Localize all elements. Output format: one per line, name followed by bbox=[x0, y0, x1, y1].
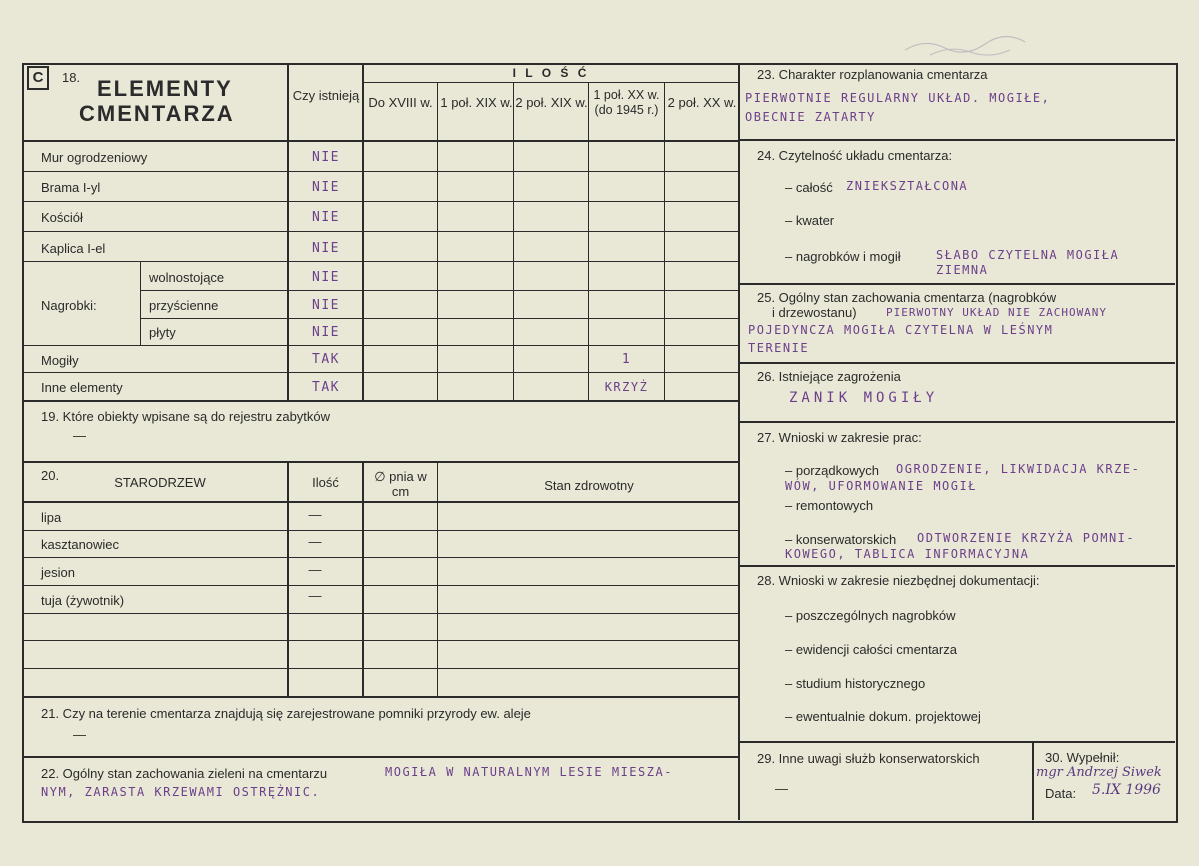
q23-label: 23. Charakter rozplanowania cmentarza bbox=[757, 67, 988, 82]
section-letter-box: C bbox=[27, 66, 49, 90]
czy-istnieja-label: Czy istnieją bbox=[292, 88, 360, 103]
row-line bbox=[23, 461, 739, 463]
row-line bbox=[739, 283, 1175, 285]
q29-value: — bbox=[775, 781, 788, 796]
q21-value: — bbox=[73, 727, 86, 742]
q21-label: 21. Czy na terenie cmentarza znajdują się zarejestrowane pomniki przyrody ew. aleje bbox=[41, 706, 531, 721]
q20-stan: Stan zdrowotny bbox=[544, 478, 634, 493]
q24-nagrobkow-value2: ZIEMNA bbox=[936, 263, 989, 277]
q22-value-line2: NYM, ZARASTA KRZEWAMI OSTRĘŻNIC. bbox=[41, 785, 321, 799]
row-line bbox=[23, 171, 739, 172]
row-line bbox=[140, 290, 739, 291]
element-value: NIE bbox=[312, 180, 340, 195]
q20-pnia: ∅ pnia w cm bbox=[374, 469, 427, 499]
row-line bbox=[23, 613, 739, 614]
q24-nagrobkow-value1: SŁABO CZYTELNA MOGIŁA bbox=[936, 248, 1120, 262]
col-line bbox=[664, 82, 665, 401]
q25-label2: i drzewostanu) bbox=[772, 305, 857, 320]
q23-value-line2: OBECNIE ZATARTY bbox=[745, 110, 876, 124]
section-number: 18. bbox=[62, 70, 81, 85]
q22-label: 22. Ogólny stan zachowania zieleni na cmentarzu bbox=[41, 766, 328, 781]
row-line bbox=[23, 345, 739, 346]
col-line bbox=[437, 82, 438, 401]
q28-item: – studium historycznego bbox=[785, 676, 926, 691]
row-line bbox=[362, 82, 739, 83]
col-xviii: Do XVIII w. bbox=[368, 95, 433, 110]
row-label: Brama I-yl bbox=[41, 180, 101, 195]
element-value: NIE bbox=[312, 241, 340, 256]
row-label: Kaplica I-el bbox=[41, 241, 106, 256]
col-line bbox=[287, 64, 289, 401]
q30-date-value: 5.IX 1996 bbox=[1092, 782, 1161, 798]
q24-label: 24. Czytelność układu cmentarza: bbox=[757, 148, 953, 163]
col-line bbox=[362, 64, 364, 401]
q27-remont: – remontowych bbox=[785, 498, 874, 513]
row-line bbox=[23, 696, 739, 698]
q24-calosc: – całość bbox=[785, 180, 833, 195]
q19-label: 19. Które obiekty wpisane są do rejestru zabytków bbox=[41, 409, 331, 424]
q28-item: – ewentualnie dokum. projektowej bbox=[785, 709, 981, 724]
element-value: NIE bbox=[312, 210, 340, 225]
row-line bbox=[739, 362, 1175, 364]
q27-kons-value1: ODTWORZENIE KRZYŻA POMNI- bbox=[917, 531, 1136, 545]
row-label: Inne elementy bbox=[41, 380, 123, 395]
row-line bbox=[23, 557, 739, 558]
nagrobki-label: Nagrobki: bbox=[41, 298, 97, 313]
tree-value: — bbox=[308, 562, 322, 577]
q23-value-line1: PIERWOTNIE REGULARNY UKŁAD. MOGIŁE, bbox=[745, 91, 1051, 105]
q27-label: 27. Wnioski w zakresie prac: bbox=[757, 430, 922, 445]
row-label: płyty bbox=[149, 325, 176, 340]
col-line bbox=[287, 462, 289, 697]
element-value: NIE bbox=[312, 150, 340, 165]
row-label: wolnostojące bbox=[149, 270, 225, 285]
q26-value: ZANIK MOGIŁY bbox=[789, 390, 939, 406]
q27-kons-value2: KOWEGO, TABLICA INFORMACYJNA bbox=[785, 547, 1030, 561]
q25-value3: TERENIE bbox=[748, 341, 810, 355]
q28-label: 28. Wnioski w zakresie niezbędnej dokumentacji: bbox=[757, 573, 1040, 588]
col-2pol-xx: 2 poł. XX w. bbox=[667, 95, 737, 110]
row-line bbox=[23, 585, 739, 586]
q27-porz: – porządkowych bbox=[785, 463, 879, 478]
q20-title: STARODRZEW bbox=[114, 475, 206, 490]
row-line bbox=[739, 565, 1175, 567]
q30-date-label: Data: bbox=[1045, 786, 1077, 801]
ilosc-label: I L O Ś Ć bbox=[512, 66, 590, 80]
q20-num: 20. bbox=[41, 468, 60, 483]
tree-value: — bbox=[308, 588, 322, 603]
q25-value2: POJEDYNCZA MOGIŁA CZYTELNA W LEŚNYM bbox=[748, 323, 1054, 337]
col-line bbox=[1032, 742, 1034, 820]
element-value: TAK bbox=[312, 380, 340, 395]
q25-label1: 25. Ogólny stan zachowania cmentarza (nagrobków bbox=[757, 290, 1057, 305]
element-value: NIE bbox=[312, 325, 340, 340]
tree-name: jesion bbox=[41, 565, 75, 580]
tree-name: tuja (żywotnik) bbox=[41, 593, 125, 608]
tree-value: — bbox=[308, 507, 322, 522]
col-2pol-xix: 2 poł. XIX w. bbox=[515, 95, 588, 110]
row-line bbox=[23, 501, 739, 503]
row-line bbox=[23, 231, 739, 232]
row-line bbox=[739, 139, 1175, 141]
q27-kons: – konserwatorskich bbox=[785, 532, 897, 547]
q27-porz-value1: OGRODZENIE, LIKWIDACJA KRZE- bbox=[896, 462, 1141, 476]
row-label: Mur ogrodzeniowy bbox=[41, 150, 148, 165]
col-line bbox=[437, 462, 438, 697]
mogily-count: 1 bbox=[621, 352, 632, 367]
element-value: NIE bbox=[312, 270, 340, 285]
row-line bbox=[23, 140, 739, 142]
title-line1: ELEMENTY bbox=[97, 76, 233, 101]
col-line bbox=[513, 82, 514, 401]
tree-name: kasztanowiec bbox=[41, 537, 120, 552]
row-line bbox=[23, 640, 739, 641]
inne-count: KRZYŻ bbox=[604, 380, 649, 394]
row-label: Kościół bbox=[41, 210, 83, 225]
q25-value1: PIERWOTNY UKŁAD NIE ZACHOWANY bbox=[886, 306, 1108, 319]
row-line bbox=[739, 421, 1175, 423]
q22-value-line1: MOGIŁA W NATURALNYM LESIE MIESZA- bbox=[385, 765, 673, 779]
q24-calosc-value: ZNIEKSZTAŁCONA bbox=[846, 179, 969, 193]
row-line bbox=[23, 261, 739, 262]
divider bbox=[738, 64, 740, 820]
row-label: przyścienne bbox=[149, 298, 219, 313]
row-line bbox=[739, 741, 1175, 743]
q30-label: 30. Wypełnił: bbox=[1045, 750, 1120, 765]
q20-ilosc: Ilość bbox=[312, 475, 339, 490]
col-1pol-xx: 1 poł. XX w. (do 1945 r.) bbox=[593, 88, 660, 117]
q24-kwater: – kwater bbox=[785, 213, 835, 228]
tree-name: lipa bbox=[41, 510, 62, 525]
title-line2: CMENTARZA bbox=[79, 101, 235, 126]
col-line bbox=[140, 261, 141, 345]
q24-nagrobkow: – nagrobków i mogił bbox=[785, 249, 901, 264]
row-label: Mogiły bbox=[41, 353, 79, 368]
row-line bbox=[23, 530, 739, 531]
q28-item: – poszczególnych nagrobków bbox=[785, 608, 956, 623]
row-line bbox=[23, 756, 739, 758]
element-value: TAK bbox=[312, 352, 340, 367]
signature-name: mgr Andrzej Siwek bbox=[1036, 765, 1162, 780]
ink-smudge bbox=[900, 30, 1050, 60]
q26-label: 26. Istniejące zagrożenia bbox=[757, 369, 901, 384]
q19-value: — bbox=[73, 428, 86, 443]
q29-label: 29. Inne uwagi służb konserwatorskich bbox=[757, 751, 980, 766]
row-line bbox=[23, 201, 739, 202]
row-line bbox=[140, 318, 739, 319]
element-value: NIE bbox=[312, 298, 340, 313]
tree-value: — bbox=[308, 534, 322, 549]
row-line bbox=[23, 372, 739, 373]
q27-porz-value2: WÓW, UFORMOWANIE MOGIŁ bbox=[785, 479, 977, 493]
row-line bbox=[23, 668, 739, 669]
row-line bbox=[23, 400, 739, 402]
col-1pol-xix: 1 poł. XIX w. bbox=[440, 95, 513, 110]
q28-item: – ewidencji całości cmentarza bbox=[785, 642, 957, 657]
